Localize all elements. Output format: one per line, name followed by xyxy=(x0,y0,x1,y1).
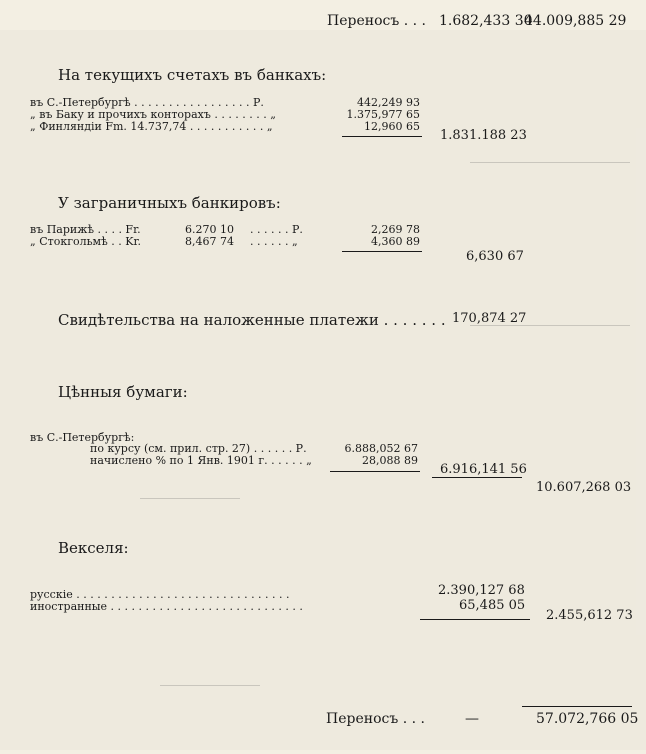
footer-carry-label: Переносъ . . . xyxy=(326,711,425,727)
header-carry-right: 44.009,885 29 xyxy=(524,13,627,29)
current-accounts-row-2-label: „ въ Баку и прочихъ конторахъ . . . . . . . . „ xyxy=(30,108,276,121)
current-accounts-row-3-label: „ Финляндіи Fm. 14.737,74 . . . . . . . . . . . „ xyxy=(30,120,273,133)
footer-dash: — xyxy=(465,711,479,727)
foreign-row-1-label: въ Парижѣ . . . . Fr. xyxy=(30,223,141,236)
bills-title: Векселя: xyxy=(58,539,129,557)
certificates-total: 170,874 27 xyxy=(452,311,527,326)
bills-row-1-value: 2.390,127 68 xyxy=(438,583,525,598)
current-accounts-title: На текущихъ счетахъ въ банкахъ: xyxy=(58,66,327,84)
foreign-row-2-value: 4,360 89 xyxy=(371,235,420,248)
bills-row-2-value: 65,485 05 xyxy=(459,598,526,613)
securities-place: въ С.-Петербургѣ: xyxy=(30,431,135,444)
footer-carry-right: 57.072,766 05 xyxy=(536,711,639,727)
current-accounts-total: 1.831.188 23 xyxy=(440,128,527,143)
foreign-bankers-title: У заграничныхъ банкировъ: xyxy=(58,194,281,212)
current-accounts-row-2-value: 1.375,977 65 xyxy=(346,108,420,121)
foreign-bankers-total: 6,630 67 xyxy=(466,249,524,264)
securities-row-2-label: начислено % по 1 Янв. 1901 г. . . . . . „ xyxy=(90,454,312,467)
current-accounts-row-3-value: 12,960 65 xyxy=(364,120,420,133)
current-accounts-row-1-label: въ С.-Петербургѣ . . . . . . . . . . . . . . . . . Р. xyxy=(30,96,264,109)
certificates-title: Свидѣтельства на наложенные платежи . . . . . . . xyxy=(58,311,446,329)
securities-rule xyxy=(330,471,420,472)
securities-row-1-value: 6.888,052 67 xyxy=(344,442,418,455)
securities-total: 6.916,141 56 xyxy=(440,462,527,477)
foreign-row-2-suffix: . . . . . . „ xyxy=(250,235,298,248)
securities-grand-total: 10.607,268 03 xyxy=(536,480,632,495)
foreign-row-1-amount: 6.270 10 xyxy=(185,223,234,236)
current-accounts-row-1-value: 442,249 93 xyxy=(357,96,420,109)
foreign-row-1-suffix: . . . . . . Р. xyxy=(250,223,303,236)
securities-row-2-value: 28,088 89 xyxy=(362,454,418,467)
current-accounts-rule xyxy=(342,136,422,137)
foreign-row-2-label: „ Стокгольмѣ . . Kr. xyxy=(30,235,141,248)
foreign-row-2-amount: 8,467 74 xyxy=(185,235,234,248)
header-carry-label: Переносъ . . . xyxy=(327,13,426,29)
foreign-bankers-rule xyxy=(342,251,422,252)
bills-rule xyxy=(420,619,530,620)
header-carry-mid: 1.682,433 30 xyxy=(439,13,533,29)
securities-row-1-label: по курсу (см. прил. стр. 27) . . . . . . Р. xyxy=(90,442,307,455)
footer-rule xyxy=(522,706,632,707)
bills-total: 2.455,612 73 xyxy=(546,608,633,623)
bills-row-1-label: русскіе . . . . . . . . . . . . . . . . . . . . . . . . . . . . . . . xyxy=(30,588,290,601)
bills-row-2-label: иностранные . . . . . . . . . . . . . . . . . . . . . . . . . . . . xyxy=(30,600,303,613)
securities-title: Цѣнныя бумаги: xyxy=(58,383,188,401)
foreign-row-1-value: 2,269 78 xyxy=(371,223,420,236)
securities-total-rule xyxy=(432,477,522,478)
